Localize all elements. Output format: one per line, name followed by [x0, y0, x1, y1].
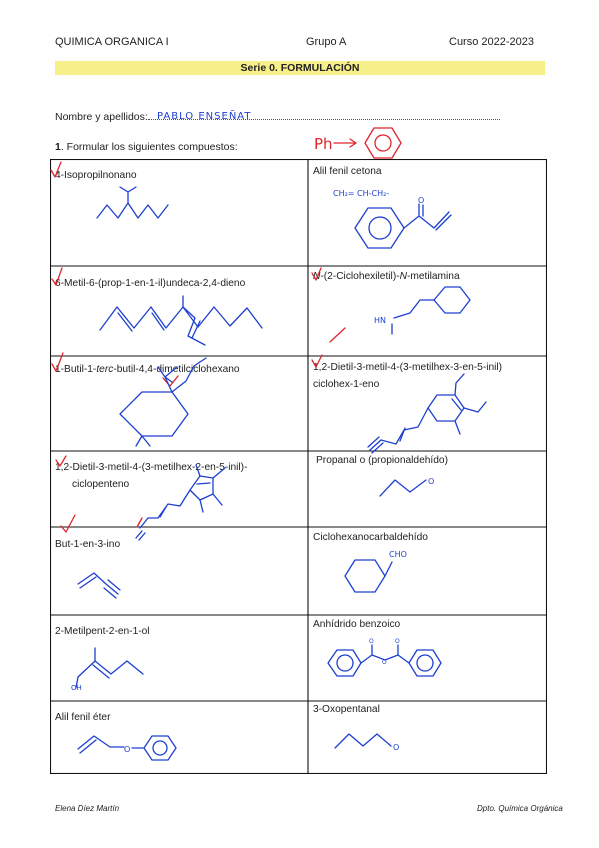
- compound-alil-fenil-cetona: Alil fenil cetona: [313, 166, 382, 177]
- aldehyde-oxygen: O: [428, 477, 435, 486]
- structure-undecadiene: [100, 307, 262, 330]
- structure-propanal: [380, 480, 426, 496]
- structure-butenyne: [78, 573, 120, 598]
- compound-ciclohexiletil-metilamina: N-(2-Ciclohexiletil)-N-metilamina: [313, 271, 460, 282]
- compound-anhidrido-benzoico: Anhídrido benzoico: [313, 619, 401, 630]
- benzene-ring: [144, 736, 176, 760]
- check-icon: [61, 515, 75, 532]
- series-title-banner: Serie 0. FORMULACIÓN: [55, 61, 545, 75]
- hydroxyl-label: OH: [71, 684, 82, 692]
- allyl-chain: [78, 736, 124, 753]
- cyclohexane-ring: [345, 560, 385, 592]
- allyl-ketone-chain: [404, 212, 449, 228]
- check-icon: [52, 353, 63, 371]
- benzene-ring-right: [409, 650, 441, 676]
- course-year: Curso 2022-2023: [449, 36, 535, 48]
- benzene-circle-right: [417, 655, 433, 671]
- tert-butyl-group: [158, 367, 177, 392]
- check-marks: [51, 162, 345, 532]
- handwritten-student-name: PABLO ENSEÑAT: [157, 111, 252, 122]
- aldehyde-bond: [385, 562, 392, 576]
- propenyl-branch: [183, 296, 205, 345]
- footer-department: Dpto. Química Orgánica: [477, 804, 563, 813]
- benzene-circle-left: [337, 655, 353, 671]
- carbonyl-oxygen: O: [369, 638, 374, 645]
- ph-annotation: Ph: [314, 135, 333, 153]
- benzene-ring-left: [328, 650, 361, 676]
- compound-4-isopropilnonano: 4-Isopropilnonano: [55, 170, 137, 181]
- amine-nh-label: HN: [374, 316, 386, 325]
- handwritten-allyl-formula: CH₂= CH-CH₂-: [333, 189, 390, 198]
- carbonyl-oxygen: O: [395, 638, 400, 645]
- butyl-chain: [172, 358, 206, 392]
- ring-substituents: [196, 465, 225, 512]
- compound-3-oxopentanal: 3-Oxopentanal: [313, 704, 380, 715]
- course-title: QUIMICA ORGANICA I: [55, 36, 169, 48]
- carbonyl-bond: [419, 204, 423, 216]
- check-icon: [51, 162, 61, 177]
- compound-butil-terc-butil-ciclohexano: 1-Butil-1-terc-butil-4,4-dimetilciclohexano: [55, 364, 240, 375]
- compound-6-metil-undecadieno: 6-Metil-6-(prop-1-en-1-il)undeca-2,4-dieno: [55, 278, 246, 289]
- dimethyl-groups: [136, 436, 150, 446]
- check-icon: [56, 456, 66, 466]
- check-icon: [52, 268, 62, 285]
- ethyl-methyl-substituents: [455, 374, 486, 434]
- structure-isopropylnonane: [97, 203, 168, 218]
- benzene-circle: [153, 741, 167, 755]
- ring-double-bond: [197, 483, 210, 484]
- ether-oxygen: O: [124, 745, 131, 754]
- check-icon: [312, 268, 321, 280]
- compound-2-metilpent-2-en-1-ol: 2-Metilpent-2-en-1-ol: [55, 626, 150, 637]
- cho-label: CHO: [389, 550, 407, 559]
- alkyne-bonds: [368, 428, 405, 453]
- bridge-oxygen: O: [382, 659, 387, 666]
- amine-chain: [392, 300, 434, 334]
- correction-mark: [330, 328, 345, 342]
- structure-oxopentanal: [335, 734, 391, 748]
- benzene-circle: [369, 217, 391, 239]
- compound-propanal: Propanal o (propionaldehído): [316, 455, 448, 466]
- benzene-ring: [355, 208, 404, 248]
- compound-but-1-en-3-ino: But-1-en-3-ino: [55, 539, 121, 550]
- group-label: Grupo A: [306, 36, 347, 48]
- carbonyl-oxygen: O: [418, 196, 425, 205]
- compound-dietil-ciclopenteno: 1,2-Dietil-3-metil-4-(3-metilhex-2-en-5-inil)- ciclopenteno: [55, 462, 248, 490]
- footer-author: Elena Díez Martín: [55, 804, 120, 813]
- hexenynyl-chain: [381, 408, 428, 444]
- carbonyl-bonds: [372, 645, 398, 655]
- student-name-label: Nombre y apellidos:: [55, 111, 148, 123]
- cyclopentene-ring: [190, 476, 213, 500]
- cyclohexane-ring: [120, 392, 188, 436]
- chain-multiple-bonds: [136, 507, 166, 540]
- isopropyl-branch: [120, 187, 136, 203]
- question-1: 1. Formular los siguientes compuestos:: [55, 141, 238, 153]
- check-icon: [312, 355, 322, 367]
- aldehyde-oxygen: O: [393, 743, 400, 752]
- compound-alil-fenil-eter: Alil fenil éter: [55, 712, 111, 723]
- compound-dietil-ciclohexeno: 1,2-Dietil-3-metil-4-(3-metilhex-3-en-5-inil) ciclohex-1-eno: [313, 362, 503, 390]
- structure-methylpentenol: [78, 661, 143, 677]
- cyclohexane-ring: [434, 287, 470, 313]
- compound-ciclohexanocarbaldehido: Ciclohexanocarbaldehído: [313, 532, 428, 543]
